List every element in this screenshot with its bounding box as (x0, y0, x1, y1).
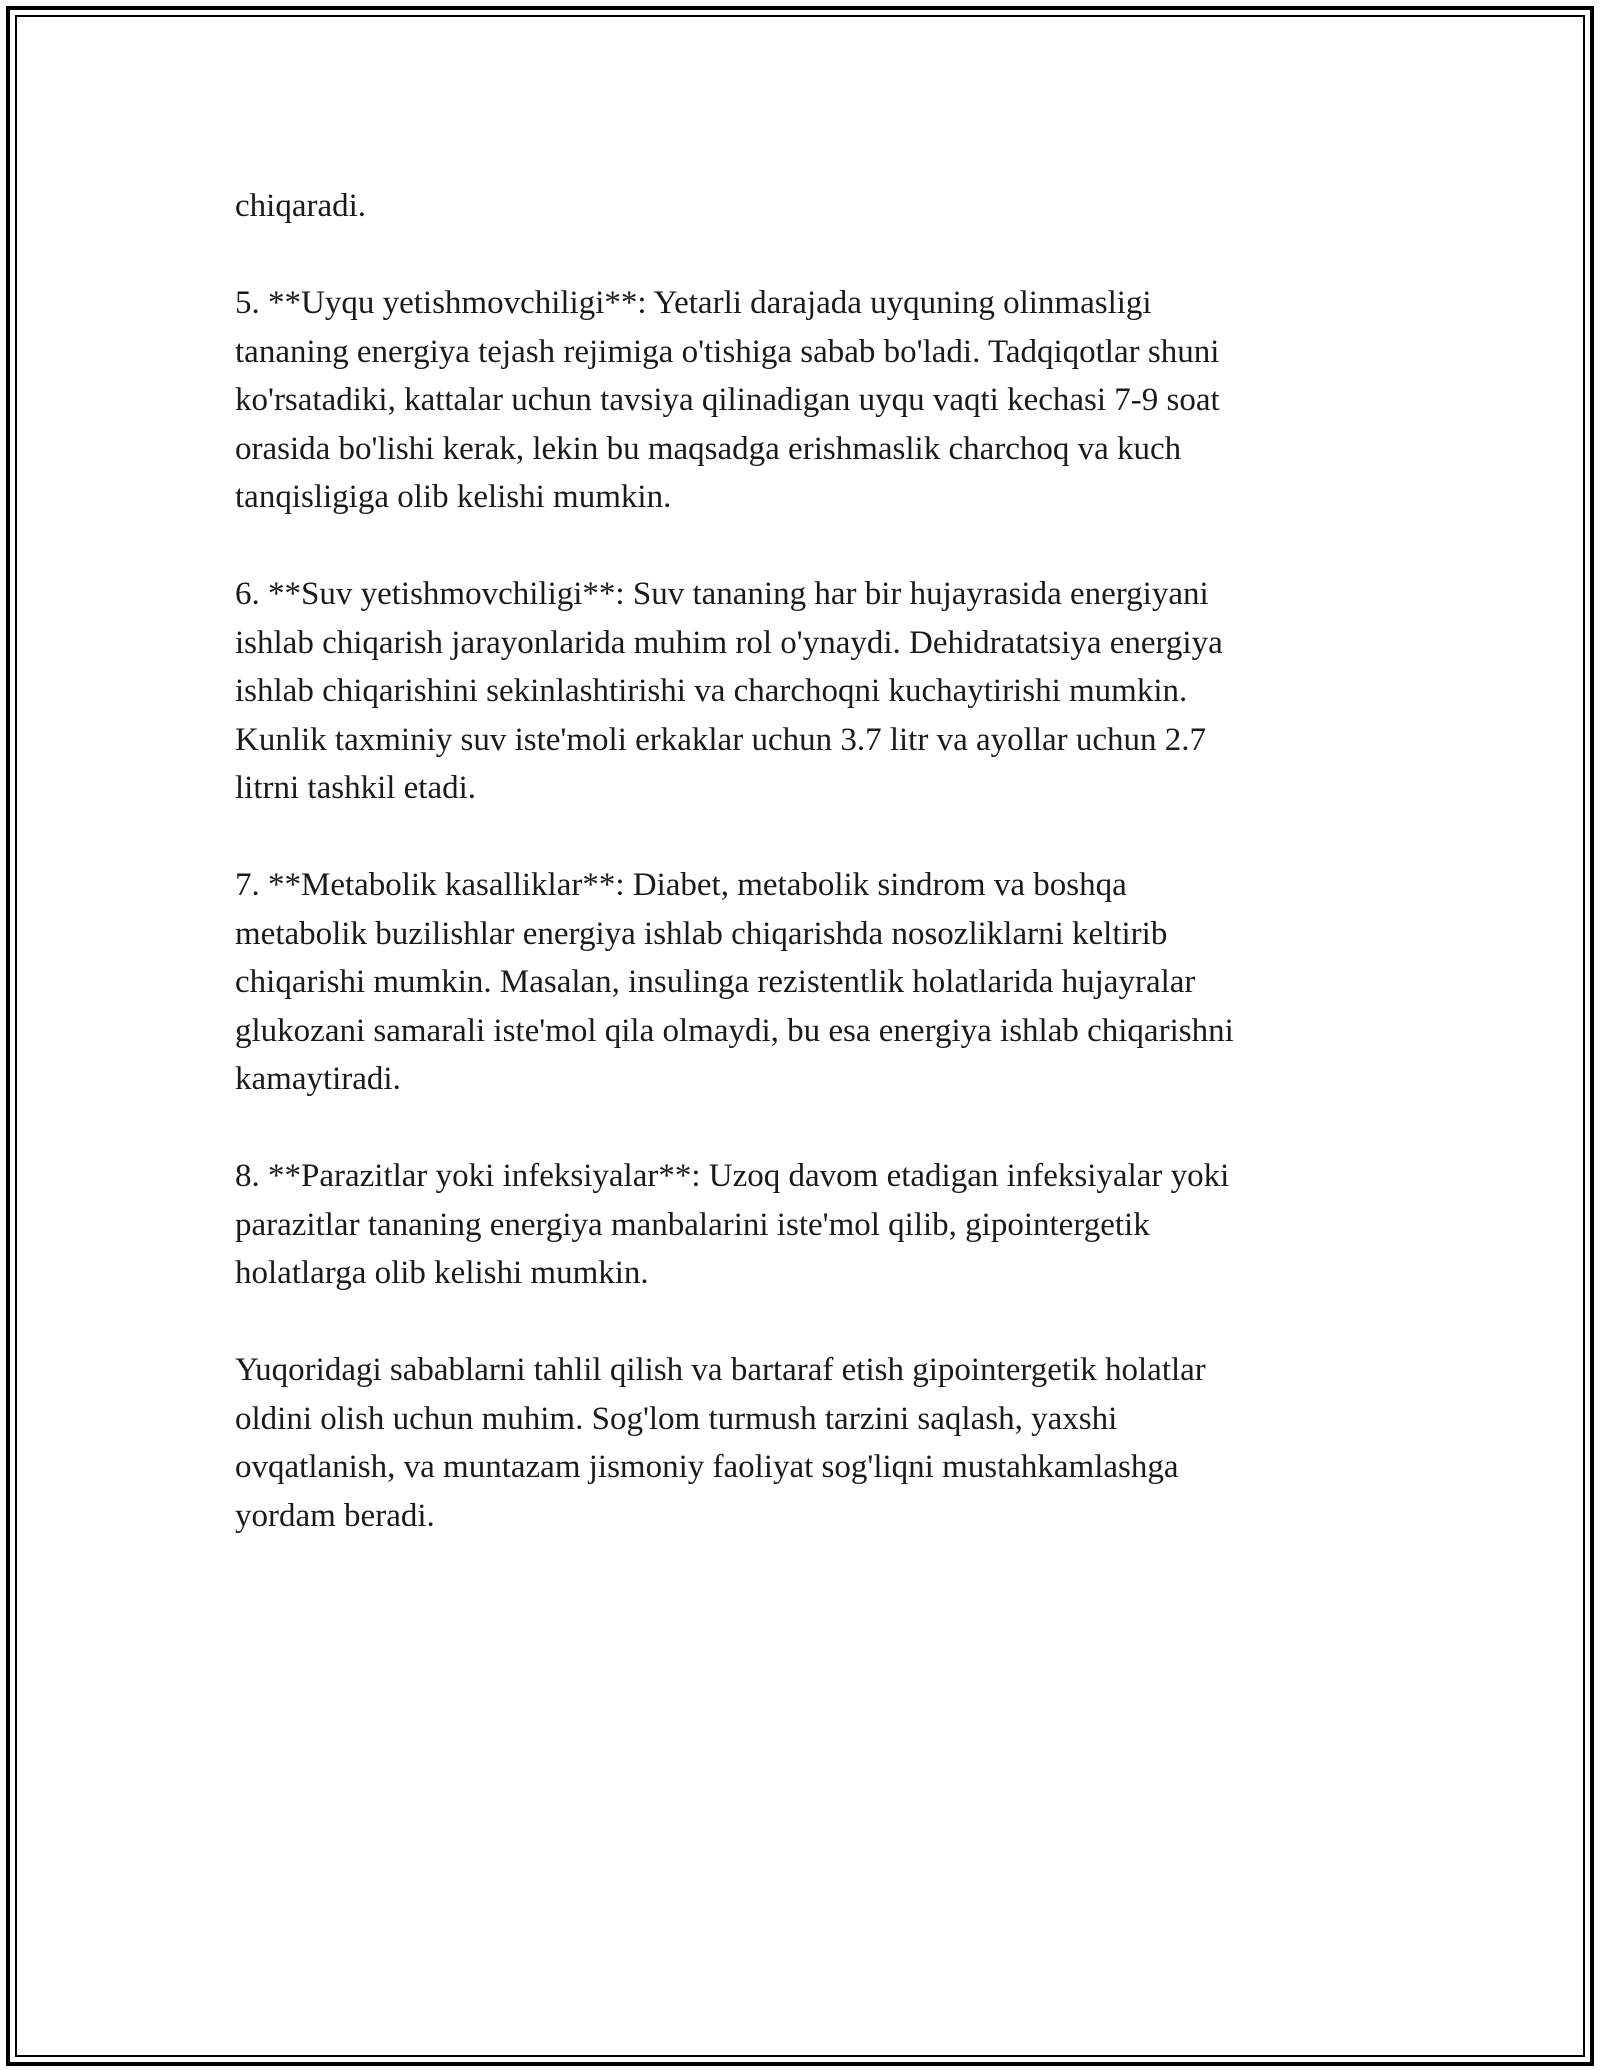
paragraph-conclusion: Yuqoridagi sabablarni tahlil qilish va bartaraf etish gipointergetik holatlar oldini olish uchun muhim. Sog'lom turmush tarzini saqlash, yaxshi ovqatlanish, va muntazam jismoniy faoliyat sog'liqni mustahkamlashga yordam beradi. (235, 1352, 1206, 1534)
paragraph-parasites-infections: 8. **Parazitlar yoki infeksiyalar**: Uzoq davom etadigan infeksiyalar yoki parazitlar tananing energiya manbalarini iste'mol qilib, gipointergetik holatlarga olib kelishi mumkin. (235, 1158, 1230, 1291)
document-body (235, 182, 1365, 1589)
paragraph-continuation: chiqaradi. (235, 188, 367, 224)
paragraph-sleep-deficiency: 5. **Uyqu yetishmovchiligi**: Yetarli darajada uyquning olinmasligi tananing energiya tejash rejimiga o'tishiga sabab bo'ladi. Tadqiqotlar shuni ko'rsatadiki, kattalar uchun tavsiya qilinadigan uyqu vaqti kechasi 7-9 soat orasida bo'lishi kerak, lekin bu maqsadga erishmaslik charchoq va kuch tanqisligiga olib kelishi mumkin. (235, 285, 1220, 515)
paragraph-water-deficiency: 6. **Suv yetishmovchiligi**: Suv tananing har bir hujayrasida energiyani ishlab chiqarish jarayonlarida muhim rol o'ynaydi. Dehidratatsiya energiya ishlab chiqarishini sekinlashtirishi va charchoqni kuchaytirishi mumkin. Kunlik taxminiy suv iste'moli erkaklar uchun 3.7 litr va ayollar uchun 2.7 litrni tashkil etadi. (235, 576, 1223, 806)
paragraph-metabolic-diseases: 7. **Metabolik kasalliklar**: Diabet, metabolik sindrom va boshqa metabolik buzilishlar energiya ishlab chiqarishda nosozliklarni keltirib chiqarishi mumkin. Masalan, insulinga rezistentlik holatlarida hujayralar glukozani samarali iste'mol qila olmaydi, bu esa energiya ishlab chiqarishni kamaytiradi. (235, 867, 1234, 1097)
